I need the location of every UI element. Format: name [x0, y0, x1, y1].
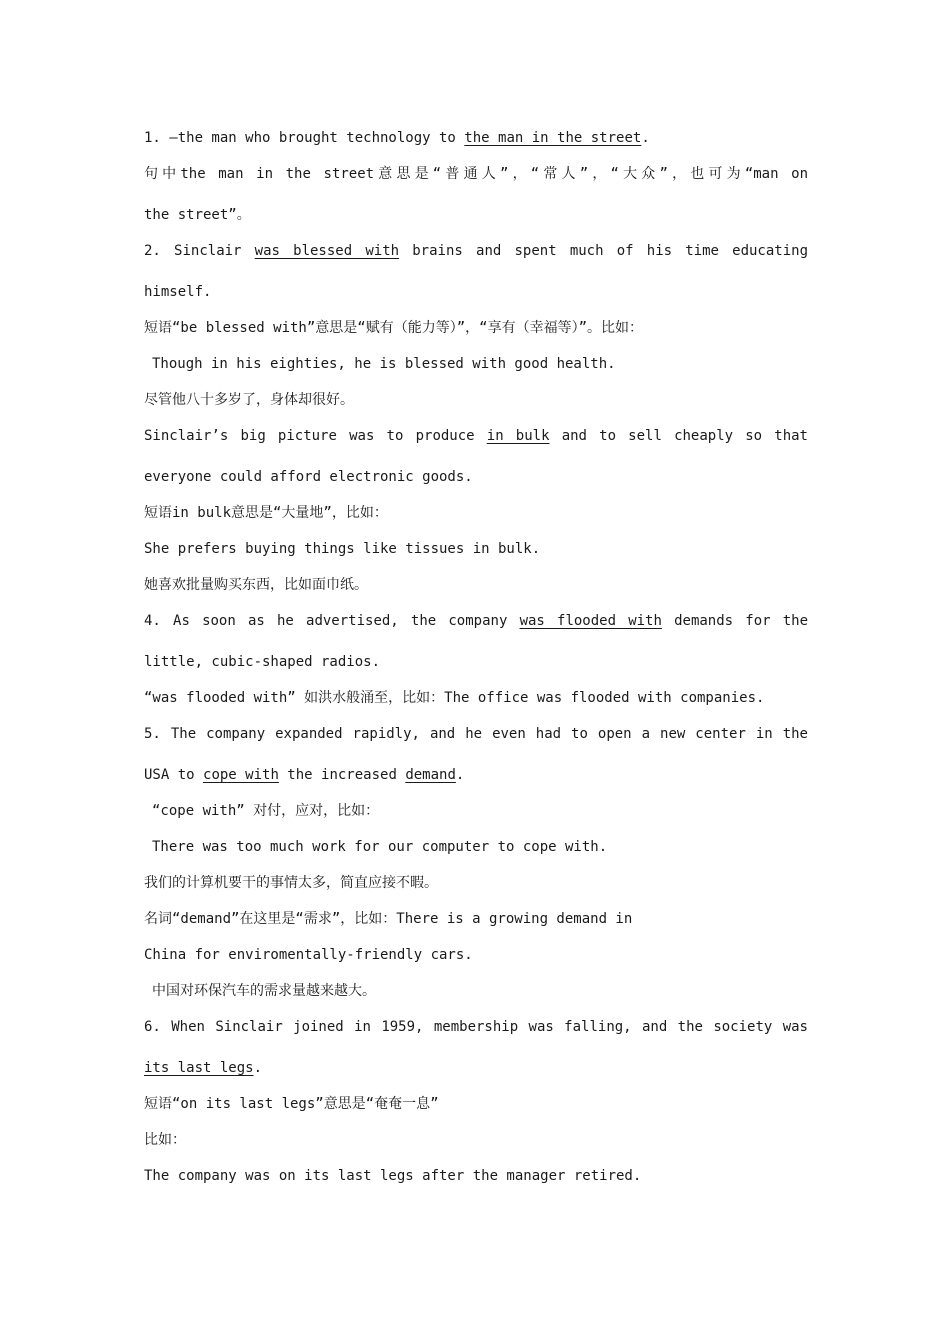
- item-6-example: The company was on its last legs after the manager retired.: [144, 1168, 642, 1184]
- underlined-phrase: cope with: [203, 767, 279, 783]
- item-6-example-label: 比如：: [144, 1132, 186, 1148]
- underlined-phrase: in bulk: [486, 428, 550, 444]
- item-5-explanation: “cope with” 对付，应对，比如：: [152, 803, 380, 819]
- item-5-sentence-cont: USA to cope with the increased demand.: [144, 767, 465, 783]
- item-4-sentence: 4. As soon as he advertised, the company was flooded with demands for the: [144, 613, 808, 629]
- item-2-sentence: 2. Sinclair was blessed with brains and spent much of his time educating: [144, 243, 808, 259]
- item-6-sentence-cont: its last legs.: [144, 1060, 263, 1076]
- item-3-example-translation: 她喜欢批量购买东西，比如面巾纸。: [144, 577, 368, 593]
- item-5-demand-explanation: 名词“demand”在这里是“需求”，比如：There is a growing demand in: [144, 911, 633, 927]
- item-5-demand-translation: 中国对环保汽车的需求量越来越大。: [152, 983, 376, 999]
- item-2-explanation: 短语“be blessed with”意思是“赋有（能力等）”，“享有（幸福等）”。比如：: [144, 320, 644, 336]
- underlined-phrase: the man in the street: [464, 130, 642, 146]
- underlined-phrase: was blessed with: [254, 243, 400, 259]
- item-3-example: She prefers buying things like tissues in bulk.: [144, 541, 541, 557]
- item-1-explanation: 句中the man in the street意思是“普通人”，“常人”，“大众”，也可为“man on: [144, 166, 808, 182]
- item-2-sentence-cont: himself.: [144, 284, 212, 300]
- item-6-explanation: 短语“on its last legs”意思是“奄奄一息”: [144, 1096, 439, 1112]
- item-3-sentence-cont: everyone could afford electronic goods.: [144, 469, 473, 485]
- underlined-phrase: was flooded with: [519, 613, 662, 629]
- item-3-explanation: 短语in bulk意思是“大量地”，比如：: [144, 505, 388, 521]
- item-5-example: There was too much work for our computer to cope with.: [152, 839, 608, 855]
- item-2-example-translation: 尽管他八十多岁了，身体却很好。: [144, 392, 354, 408]
- underlined-word: demand: [405, 767, 456, 783]
- item-4-explanation: “was flooded with” 如洪水般涌至，比如：The office was flooded with companies.: [144, 690, 765, 706]
- item-2-example: Though in his eighties, he is blessed with good health.: [152, 356, 616, 372]
- underlined-phrase: its last legs: [144, 1060, 254, 1076]
- item-3-sentence: Sinclair’s big picture was to produce in bulk and to sell cheaply so that: [144, 428, 808, 444]
- item-1-sentence: 1. —the man who brought technology to the man in the street.: [144, 130, 650, 146]
- item-4-sentence-cont: little, cubic-shaped radios.: [144, 654, 381, 670]
- item-1-explanation-cont: the street”。: [144, 207, 251, 223]
- item-5-sentence: 5. The company expanded rapidly, and he even had to open a new center in the: [144, 726, 808, 742]
- item-5-demand-example: China for enviromentally-friendly cars.: [144, 947, 473, 963]
- item-5-example-translation: 我们的计算机要干的事情太多，简直应接不暇。: [144, 875, 438, 891]
- item-6-sentence: 6. When Sinclair joined in 1959, membership was falling, and the society was: [144, 1019, 808, 1035]
